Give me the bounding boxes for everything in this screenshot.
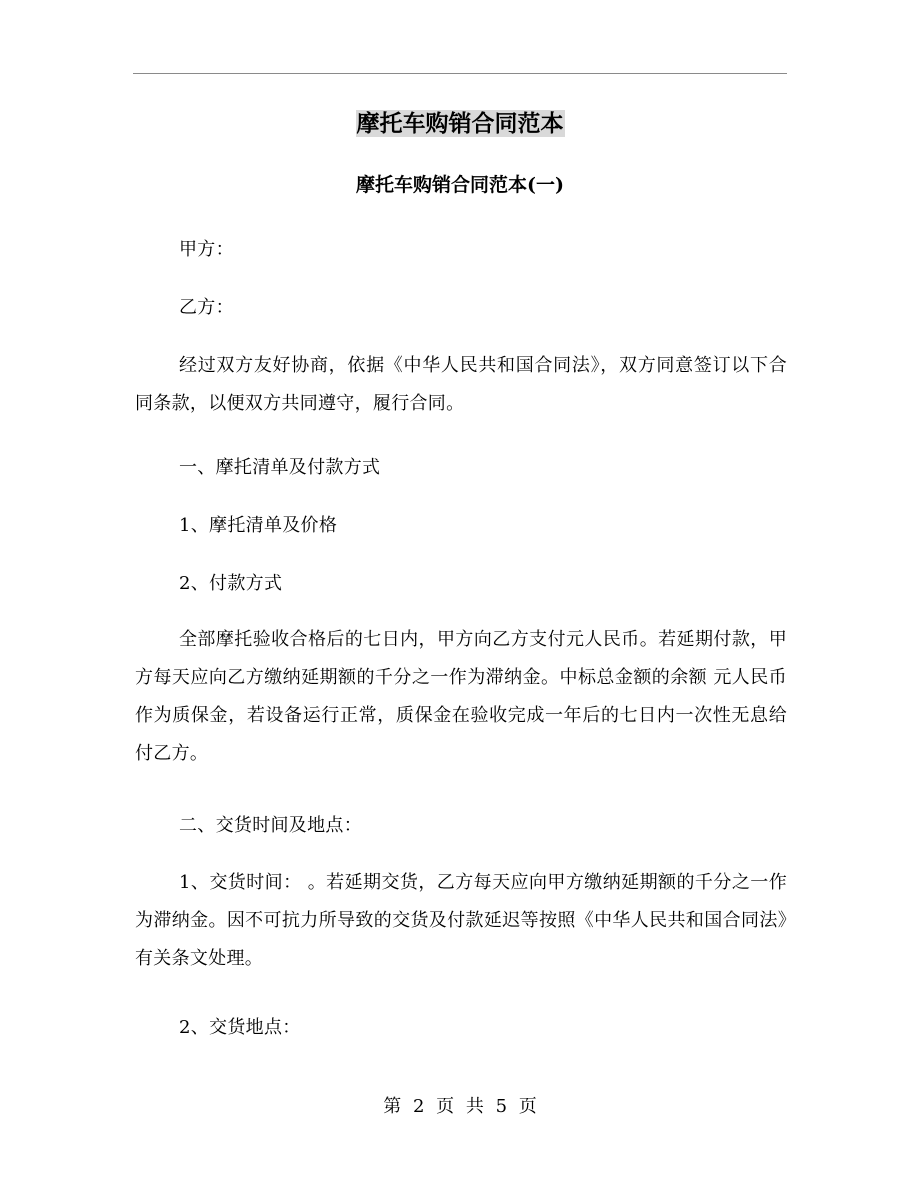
party-a-line: 甲方： bbox=[179, 239, 234, 260]
document-title-text: 摩托车购销合同范本 bbox=[356, 110, 564, 137]
payment-paragraph: 全部摩托验收合格后的七日内，甲方向乙方支付元人民币。若延期付款，甲方每天应向乙方缴纳延期额的千分之一作为滞纳金。中标总金额的余额 元人民币作为质保金，若设备运行正常，质保金在验收完成一年后的七日内一次性无息给付乙方。 bbox=[135, 629, 787, 764]
delivery-time-paragraph: 1、交货时间： 。若延期交货，乙方每天应向甲方缴纳延期额的千分之一作为滞纳金。因不可抗力所导致的交货及付款延迟等按照《中华人民共和国合同法》有关条文处理。 bbox=[135, 872, 787, 969]
section-1-heading: 一、摩托清单及付款方式 bbox=[179, 457, 381, 478]
party-b-line: 乙方： bbox=[179, 297, 234, 318]
document-title bbox=[0, 106, 920, 142]
document-subtitle: 摩托车购销合同范本(一) bbox=[356, 174, 564, 196]
intro-paragraph: 经过双方友好协商，依据《中华人民共和国合同法》，双方同意签订以下合同条款，以便双方共同遵守，履行合同。 bbox=[135, 355, 787, 414]
item-1-2: 2、付款方式 bbox=[179, 573, 283, 594]
header-rule bbox=[133, 73, 787, 74]
item-1-1: 1、摩托清单及价格 bbox=[179, 515, 338, 536]
page-number: 第 2 页 共 5 页 bbox=[383, 1096, 537, 1117]
delivery-place-line: 2、交货地点： bbox=[179, 1017, 301, 1038]
section-2-heading: 二、交货时间及地点： bbox=[179, 815, 362, 836]
